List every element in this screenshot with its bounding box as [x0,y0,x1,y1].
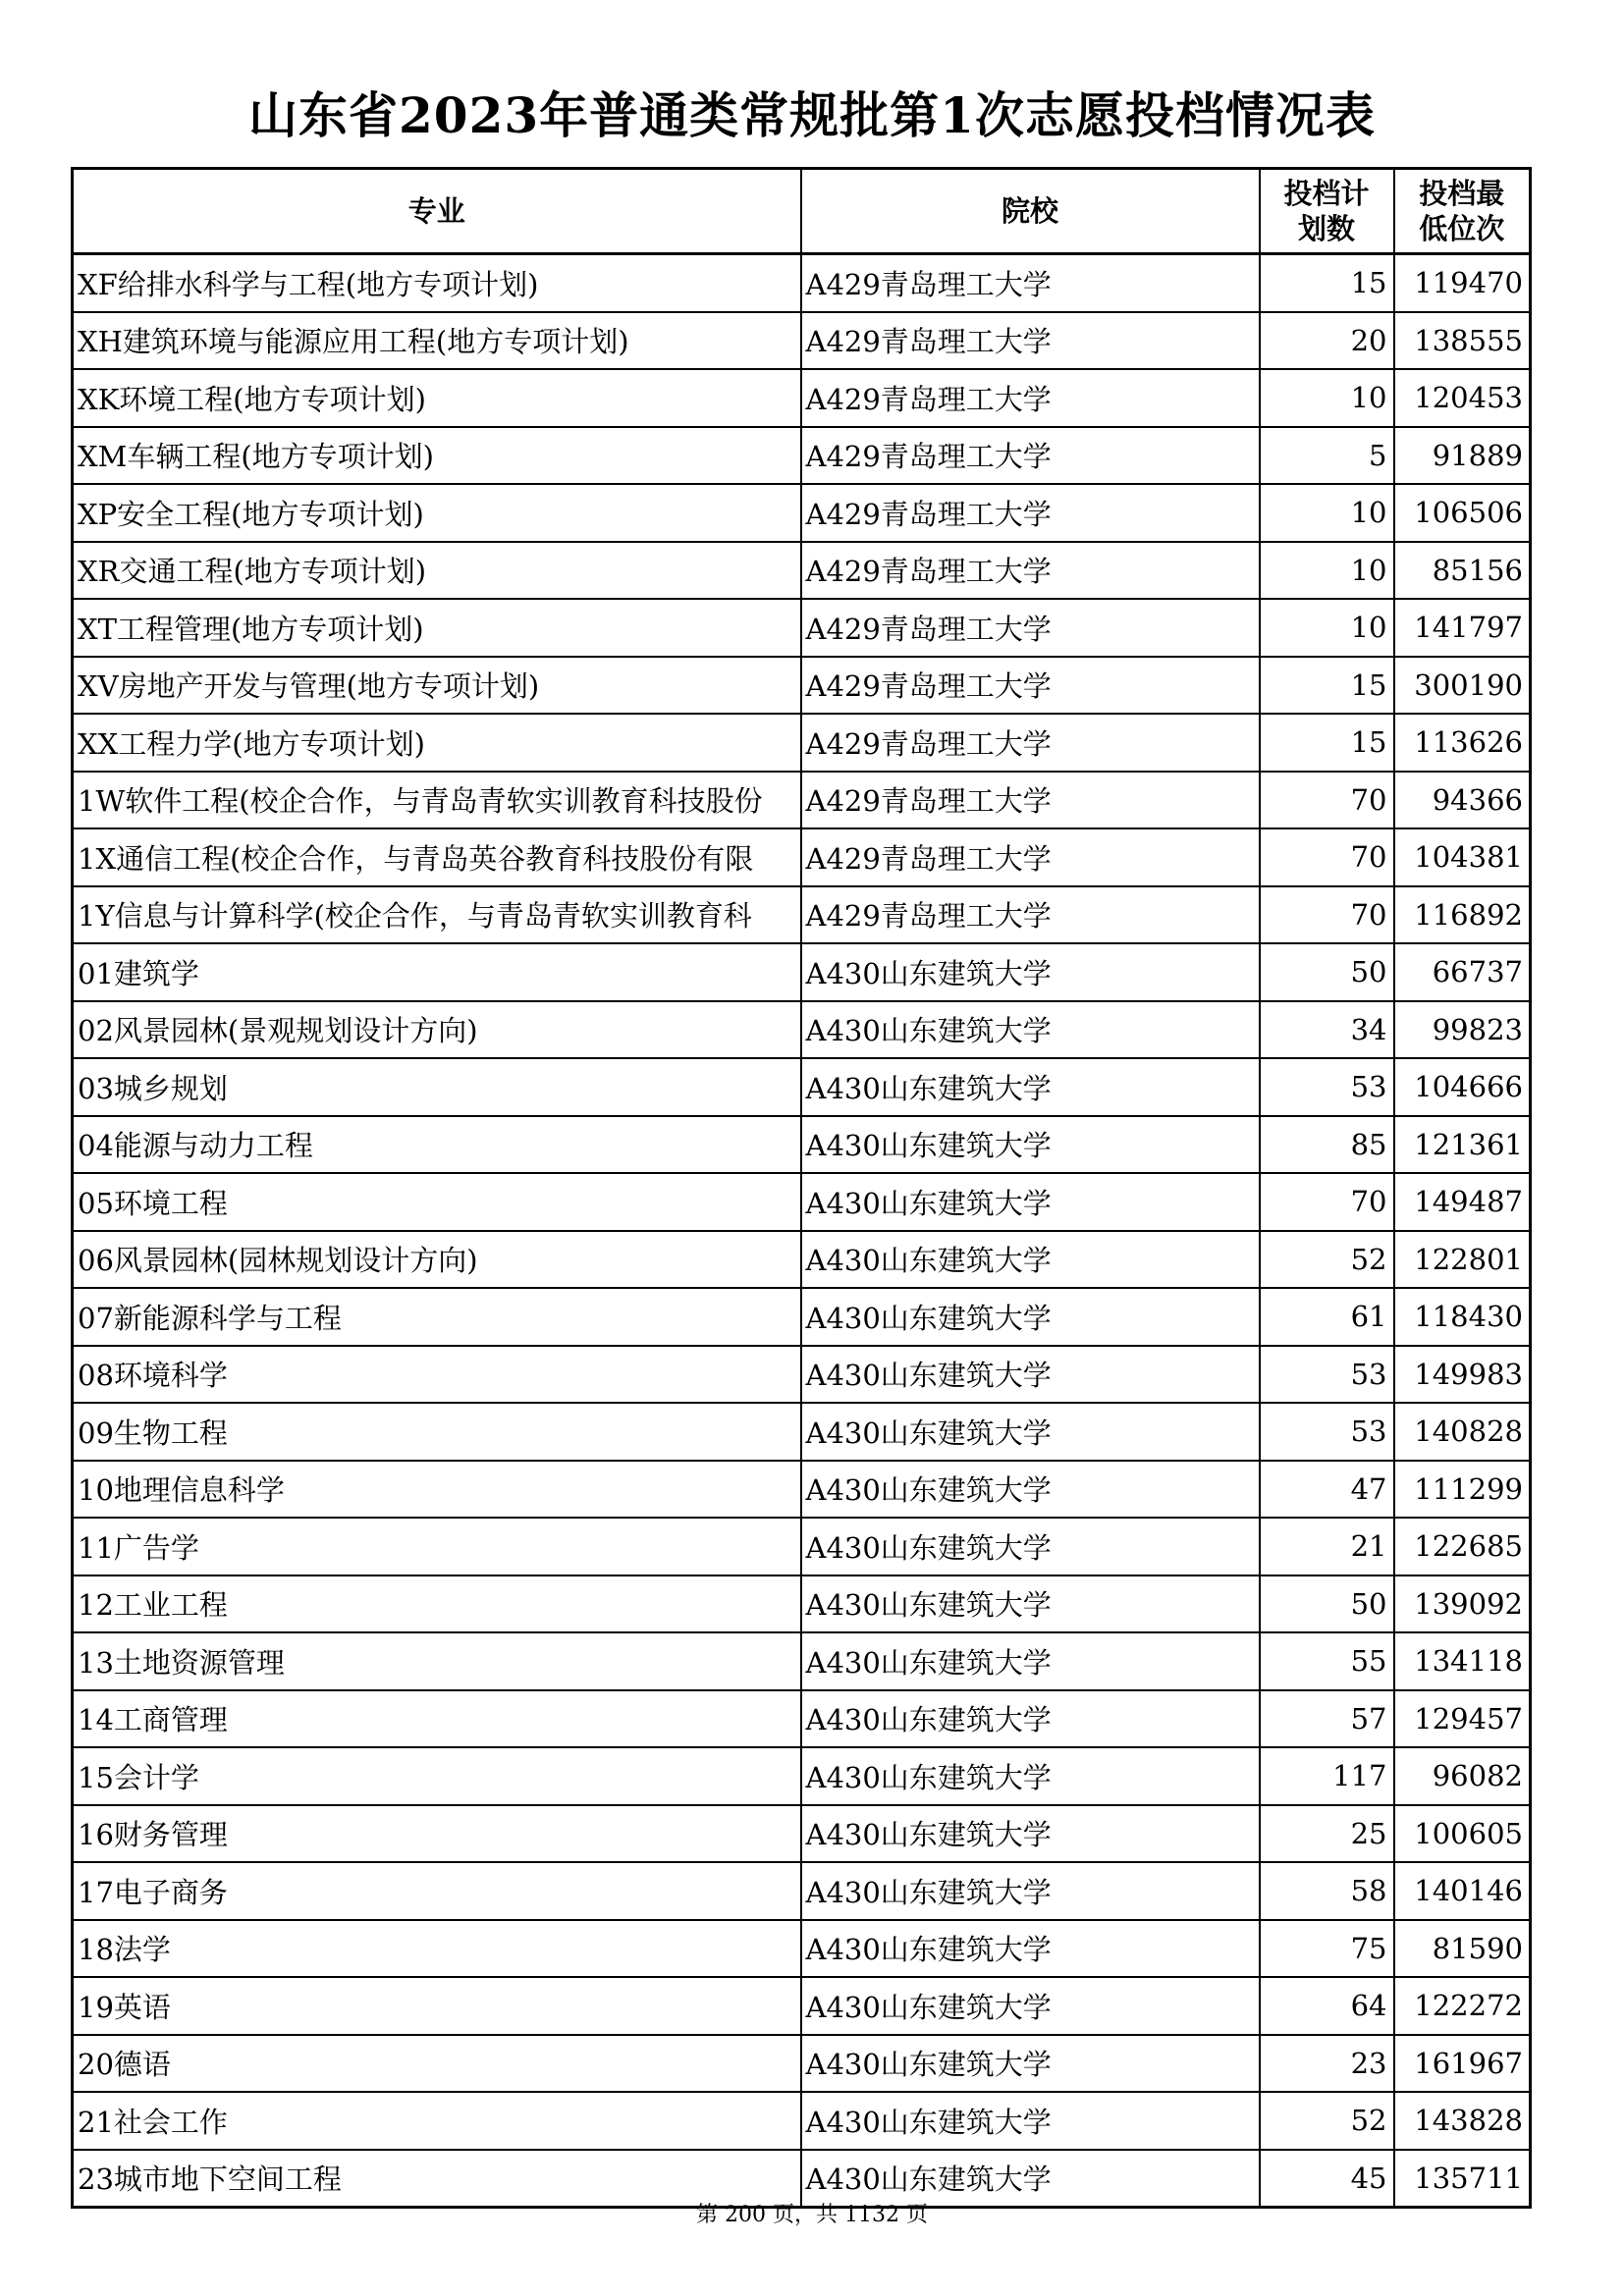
school-cell: A429青岛理工大学 [801,369,1260,427]
min-rank-cell: 140146 [1394,1862,1531,1920]
school-cell: A430山东建筑大学 [801,1346,1260,1404]
school-cell: A430山东建筑大学 [801,1058,1260,1116]
major-cell: 19英语 [73,1977,801,2035]
school-cell: A429青岛理工大学 [801,484,1260,542]
min-rank-cell: 113626 [1394,714,1531,772]
school-cell: A430山东建筑大学 [801,2150,1260,2208]
plan-count-cell: 70 [1260,828,1394,886]
major-cell: 09生物工程 [73,1403,801,1461]
table-row [73,254,1531,312]
min-rank-cell: 106506 [1394,484,1531,542]
table-row [73,657,1531,715]
school-cell: A429青岛理工大学 [801,657,1260,715]
school-cell: A429青岛理工大学 [801,599,1260,657]
min-rank-cell: 104381 [1394,828,1531,886]
header-school: 院校 [801,169,1260,254]
school-cell: A430山东建筑大学 [801,1461,1260,1519]
min-rank-cell: 140828 [1394,1403,1531,1461]
plan-count-cell: 15 [1260,254,1394,312]
table-row [73,1116,1531,1174]
min-rank-cell: 139092 [1394,1575,1531,1633]
plan-count-cell: 5 [1260,427,1394,485]
min-rank-cell: 300190 [1394,657,1531,715]
school-cell: A429青岛理工大学 [801,427,1260,485]
header-rank-line2: 低位次 [1419,212,1505,245]
table-body [73,254,1531,2208]
min-rank-cell: 120453 [1394,369,1531,427]
plan-count-cell: 50 [1260,943,1394,1001]
major-cell: 17电子商务 [73,1862,801,1920]
major-cell: 1W软件工程(校企合作，与青岛青软实训教育科技股份 [73,772,801,829]
major-cell: 11广告学 [73,1518,801,1575]
major-cell: 12工业工程 [73,1575,801,1633]
table-row [73,1346,1531,1404]
min-rank-cell: 118430 [1394,1288,1531,1346]
table-row [73,1058,1531,1116]
min-rank-cell: 143828 [1394,2092,1531,2150]
plan-count-cell: 45 [1260,2150,1394,2208]
min-rank-cell: 161967 [1394,2035,1531,2093]
major-cell: 06风景园林(园林规划设计方向) [73,1231,801,1289]
table-row [73,1977,1531,2035]
min-rank-cell: 94366 [1394,772,1531,829]
plan-count-cell: 70 [1260,1173,1394,1231]
min-rank-cell: 104666 [1394,1058,1531,1116]
plan-count-cell: 10 [1260,484,1394,542]
plan-count-cell: 57 [1260,1690,1394,1748]
table-row [73,1403,1531,1461]
major-cell: 14工商管理 [73,1690,801,1748]
school-cell: A430山东建筑大学 [801,1805,1260,1863]
header-rank [1394,169,1531,254]
header-major: 专业 [73,169,801,254]
table-row [73,1805,1531,1863]
major-cell: 21社会工作 [73,2092,801,2150]
admission-table [71,167,1532,2209]
header-plan [1260,169,1394,254]
school-cell: A429青岛理工大学 [801,886,1260,944]
plan-count-cell: 117 [1260,1747,1394,1805]
major-cell: 08环境科学 [73,1346,801,1404]
school-cell: A430山东建筑大学 [801,1862,1260,1920]
plan-count-cell: 53 [1260,1058,1394,1116]
school-cell: A430山东建筑大学 [801,1173,1260,1231]
min-rank-cell: 66737 [1394,943,1531,1001]
major-cell: 18法学 [73,1920,801,1978]
major-cell: 23城市地下空间工程 [73,2150,801,2208]
school-cell: A429青岛理工大学 [801,828,1260,886]
table-row [73,2035,1531,2093]
min-rank-cell: 121361 [1394,1116,1531,1174]
plan-count-cell: 75 [1260,1920,1394,1978]
major-cell: 20德语 [73,2035,801,2093]
plan-count-cell: 52 [1260,1231,1394,1289]
major-cell: 16财务管理 [73,1805,801,1863]
min-rank-cell: 81590 [1394,1920,1531,1978]
plan-count-cell: 58 [1260,1862,1394,1920]
table-row [73,1518,1531,1575]
major-cell: 07新能源科学与工程 [73,1288,801,1346]
table-row [73,772,1531,829]
major-cell: 1Y信息与计算科学(校企合作，与青岛青软实训教育科 [73,886,801,944]
table-row [73,427,1531,485]
school-cell: A430山东建筑大学 [801,1977,1260,2035]
table-row [73,1173,1531,1231]
plan-count-cell: 85 [1260,1116,1394,1174]
min-rank-cell: 122685 [1394,1518,1531,1575]
min-rank-cell: 96082 [1394,1747,1531,1805]
plan-count-cell: 10 [1260,542,1394,600]
major-cell: XF给排水科学与工程(地方专项计划) [73,254,801,312]
min-rank-cell: 99823 [1394,1001,1531,1059]
min-rank-cell: 135711 [1394,2150,1531,2208]
header-rank-line1: 投档最 [1419,177,1505,210]
plan-count-cell: 70 [1260,772,1394,829]
plan-count-cell: 70 [1260,886,1394,944]
school-cell: A430山东建筑大学 [801,1690,1260,1748]
school-cell: A430山东建筑大学 [801,1288,1260,1346]
major-cell: 01建筑学 [73,943,801,1001]
table-row [73,1231,1531,1289]
plan-count-cell: 53 [1260,1346,1394,1404]
plan-count-cell: 55 [1260,1632,1394,1690]
plan-count-cell: 61 [1260,1288,1394,1346]
school-cell: A430山东建筑大学 [801,1116,1260,1174]
school-cell: A430山东建筑大学 [801,1920,1260,1978]
major-cell: XH建筑环境与能源应用工程(地方专项计划) [73,312,801,370]
header-plan-line1: 投档计 [1283,177,1370,210]
plan-count-cell: 52 [1260,2092,1394,2150]
plan-count-cell: 47 [1260,1461,1394,1519]
major-cell: 03城乡规划 [73,1058,801,1116]
table-header-row [73,169,1531,254]
min-rank-cell: 149487 [1394,1173,1531,1231]
school-cell: A430山东建筑大学 [801,1518,1260,1575]
plan-count-cell: 25 [1260,1805,1394,1863]
table-row [73,1461,1531,1519]
min-rank-cell: 141797 [1394,599,1531,657]
plan-count-cell: 10 [1260,369,1394,427]
table-row [73,943,1531,1001]
table-row [73,2092,1531,2150]
table-row [73,828,1531,886]
page-footer: 第 200 页，共 1132 页 [696,2203,928,2227]
major-cell: 13土地资源管理 [73,1632,801,1690]
major-cell: XK环境工程(地方专项计划) [73,369,801,427]
plan-count-cell: 15 [1260,657,1394,715]
plan-count-cell: 15 [1260,714,1394,772]
school-cell: A430山东建筑大学 [801,1001,1260,1059]
school-cell: A430山东建筑大学 [801,1747,1260,1805]
plan-count-cell: 10 [1260,599,1394,657]
school-cell: A430山东建筑大学 [801,1575,1260,1633]
major-cell: XX工程力学(地方专项计划) [73,714,801,772]
school-cell: A430山东建筑大学 [801,943,1260,1001]
min-rank-cell: 111299 [1394,1461,1531,1519]
table-row [73,1747,1531,1805]
major-cell: 1X通信工程(校企合作，与青岛英谷教育科技股份有限 [73,828,801,886]
table-row [73,1862,1531,1920]
major-cell: 02风景园林(景观规划设计方向) [73,1001,801,1059]
major-cell: XM车辆工程(地方专项计划) [73,427,801,485]
major-cell: 04能源与动力工程 [73,1116,801,1174]
school-cell: A430山东建筑大学 [801,1403,1260,1461]
school-cell: A429青岛理工大学 [801,542,1260,600]
school-cell: A429青岛理工大学 [801,312,1260,370]
plan-count-cell: 34 [1260,1001,1394,1059]
major-cell: XR交通工程(地方专项计划) [73,542,801,600]
header-plan-line2: 划数 [1297,212,1355,245]
table-row [73,886,1531,944]
major-cell: 10地理信息科学 [73,1461,801,1519]
table-row [73,1575,1531,1633]
table-row [73,369,1531,427]
major-cell: XT工程管理(地方专项计划) [73,599,801,657]
school-cell: A429青岛理工大学 [801,772,1260,829]
school-cell: A430山东建筑大学 [801,2092,1260,2150]
school-cell: A430山东建筑大学 [801,2035,1260,2093]
school-cell: A430山东建筑大学 [801,1632,1260,1690]
min-rank-cell: 138555 [1394,312,1531,370]
min-rank-cell: 116892 [1394,886,1531,944]
table-row [73,1632,1531,1690]
table-row [73,312,1531,370]
page-title: 山东省2023年普通类常规批第1次志愿投档情况表 [248,86,1376,144]
plan-count-cell: 50 [1260,1575,1394,1633]
min-rank-cell: 122272 [1394,1977,1531,2035]
table-row [73,1001,1531,1059]
table-row [73,599,1531,657]
min-rank-cell: 85156 [1394,542,1531,600]
min-rank-cell: 134118 [1394,1632,1531,1690]
school-cell: A429青岛理工大学 [801,254,1260,312]
table-row [73,1920,1531,1978]
min-rank-cell: 119470 [1394,254,1531,312]
plan-count-cell: 23 [1260,2035,1394,2093]
major-cell: 15会计学 [73,1747,801,1805]
plan-count-cell: 64 [1260,1977,1394,2035]
major-cell: 05环境工程 [73,1173,801,1231]
plan-count-cell: 21 [1260,1518,1394,1575]
min-rank-cell: 149983 [1394,1346,1531,1404]
min-rank-cell: 91889 [1394,427,1531,485]
table-row [73,1690,1531,1748]
min-rank-cell: 129457 [1394,1690,1531,1748]
table-row [73,714,1531,772]
table-row [73,542,1531,600]
plan-count-cell: 20 [1260,312,1394,370]
school-cell: A430山东建筑大学 [801,1231,1260,1289]
plan-count-cell: 53 [1260,1403,1394,1461]
major-cell: XV房地产开发与管理(地方专项计划) [73,657,801,715]
school-cell: A429青岛理工大学 [801,714,1260,772]
major-cell: XP安全工程(地方专项计划) [73,484,801,542]
table-row [73,1288,1531,1346]
table-row [73,484,1531,542]
min-rank-cell: 122801 [1394,1231,1531,1289]
min-rank-cell: 100605 [1394,1805,1531,1863]
